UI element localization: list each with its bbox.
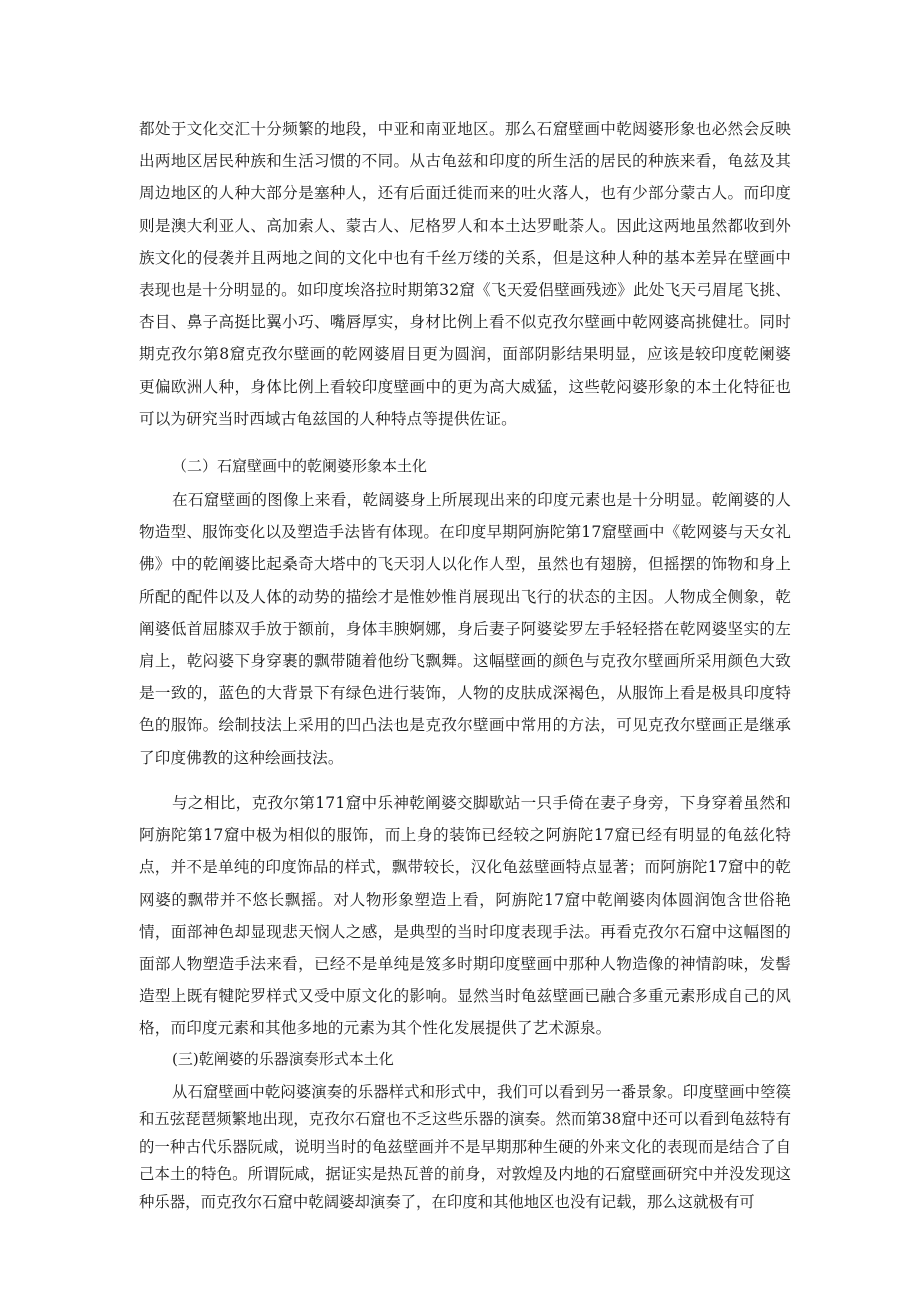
- section-heading-3: (三)乾阐婆的乐器演奏形式本土化: [172, 1050, 394, 1068]
- body-paragraph-2: 在石窟壁画的图像上来看，乾阔婆身上所展现出来的印度元素也是十分明显。乾阐婆的人物造型、服饰变化以及塑造手法皆有体现。在印度早期阿旃陀第17窟壁画中《乾网婆与天女礼佛》中的乾阐婆比起桑奇大塔中的飞天羽人以化作人型，虽然也有翅膀，但摇摆的饰物和身上所配的配件以及人体的动势的描绘才是惟妙惟肖展现出飞行的状态的主因。人物成全侧象，乾阐婆低首屈膝双手放于额前，身体丰腴婀娜，身后妻子阿婆娑罗左手轻轻搭在乾网婆坚实的左肩上，乾闷婆下身穿裹的飘带随着他纷飞飘舞。这幅壁画的颜色与克孜尔壁画所采用颜色大致是一致的，蓝色的大背景下有绿色进行装饰，人物的皮肤成深褐色，从服饰上看是极具印度特色的服饰。绘制技法上采用的凹凸法也是克孜尔壁画中常用的方法，可见克孜尔壁画正是继承了印度佛教的这种绘画技法。: [139, 491, 791, 767]
- body-paragraph-3: 与之相比，克孜尔第171窟中乐神乾阐婆交脚歇站一只手倚在妻子身旁，下身穿着虽然和阿旃陀第17窟中极为相似的服饰，而上身的装饰已经较之阿旃陀17窟已经有明显的龟兹化特点，并不是单纯的印度饰品的样式，飘带较长，汉化龟兹壁画特点显著；而阿旃陀17窟中的乾网婆的飘带并不悠长飘摇。对人物形象塑造上看，阿旃陀17窟中乾阐婆肉体圆润饱含世俗艳情，面部神色却显现悲天悯人之感，是典型的当时印度表现手法。再看克孜尔石窟中这幅图的面部人物塑造手法来看，已经不是单纯是笈多时期印度壁画中那种人物造像的神情韵味，发髻造型上既有犍陀罗样式又受中原文化的影响。显然当时龟兹壁画已融合多重元素形成自己的风格，而印度元素和其他多地的元素为其个性化发展提供了艺术源泉。: [139, 794, 791, 1038]
- body-paragraph-1: 都处于文化交汇十分频繁的地段，中亚和南亚地区。那么石窟壁画中乾闼婆形象也必然会反映出两地区居民种族和生活习惯的不同。从古龟兹和印度的所生活的居民的种族来看，龟兹及其周边地区的人种大部分是塞种人，还有后面迁徙而来的吐火落人，也有少部分蒙古人。而印度则是澳大利亚人、高加索人、蒙古人、尼格罗人和本土达罗毗荼人。因此这两地虽然都收到外族文化的侵袭并且两地之间的文化中也有千丝万缕的关系，但是这种人种的基本差异在壁画中表现也是十分明显的。如印度埃洛拉时期第32窟《飞天爱侣壁画残迹》此处飞天弓眉尾飞挑、杏目、鼻子高挺比翼小巧、嘴唇厚实，身材比例上看不似克孜尔壁画中乾网婆高挑健壮。同时期克孜尔第8窟克孜尔壁画的乾网婆眉目更为圆润，面部阴影结果明显，应该是较印度乾阑婆更偏欧洲人种，身体比例上看较印度壁画中的更为高大威猛，这些乾闷婆形象的本土化特征也可以为研究当时西域古龟兹国的人种特点等提供佐证。: [139, 120, 791, 428]
- body-paragraph-4: 从石窟壁画中乾闷婆演奏的乐器样式和形式中，我们可以看到另一番景象。印度壁画中箜篌和五弦琵琶频繁地出现，克孜尔石窟也不乏这些乐器的演奏。然而第38窟中还可以看到龟兹特有的一种古代乐器阮咸，说明当时的龟兹壁画并不是早期那种生硬的外来文化的表现而是结合了自己本土的特色。所谓阮咸，据证实是热瓦普的前身，对敦煌及内地的石窟壁画研究中并没发现这种乐器，而克孜尔石窟中乾阔婆却演奏了，在印度和其他地区也没有记载，那么这就极有可: [139, 1083, 791, 1211]
- section-heading-2: （二）石窟壁画中的乾阑婆形象本土化: [172, 457, 428, 475]
